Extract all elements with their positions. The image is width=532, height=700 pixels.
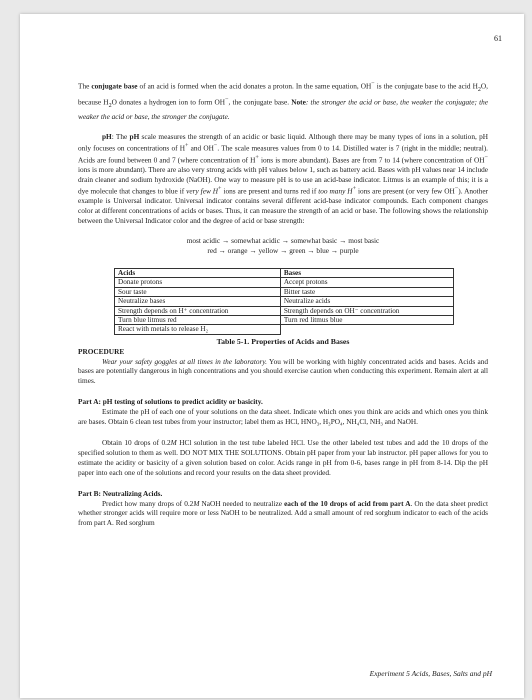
bases-header: Bases bbox=[280, 268, 453, 277]
document-page bbox=[20, 14, 524, 698]
color-scale-line: red → orange → yellow → green → blue → purple bbox=[207, 245, 359, 255]
properties-table bbox=[114, 268, 454, 335]
table-caption: Table 5-1. Properties of Acids and Bases bbox=[216, 336, 350, 346]
note-label: Note bbox=[291, 97, 306, 107]
page-content bbox=[78, 80, 488, 528]
part-b-heading: Part B: Neutralizing Acids. bbox=[78, 488, 163, 498]
safety-paragraph: Wear your safety goggles at all times in the laboratory. You will be working with highly concentrated acids and bases. Acids and bases are potentially dangerous in high concentrations and you should exercise caution when conducting this experiment. Remain alert at all times. bbox=[78, 356, 488, 386]
ph-paragraph: pH: The pH scale measures the strength of an acidic or basic liquid. Although there may be many types of ions in a solution, pH only focuses on concentrations of H+ and OH−. The scale measures values from 0 to 14. Distilled water is 7 (right in the middle; neutral). Acids are found between 0 and 7 (where concentration of H+ ions is more abundant). Bases are from 7 to 14 (where concentration of OH− ions is more abundant). There are also very strong acids with pH values below 1, such as battery acid. Bases with pH values near 14 include drain cleaner and sodium hydroxide (NaOH). One way to measure pH is to use an acid-base indicator. Litmus is an example of this; it is a dye molecule that changes to blue if very few H+ ions are present and turns red if too many H+ ions are present (or very few OH−). Another example is Universal indicator. Universal indicator contains several different acid-base indicator compounds. Each component changes color at different concentrations of acids or bases. Thus, it can measure the strength of an acid or base. The following shows the relationship between the Universal Indicator color and the degree of acid or base strength: bbox=[78, 132, 489, 225]
table-row: Strength depends on H⁺ concentration Strength depends on OH⁻ concentration bbox=[115, 306, 454, 315]
acids-header: Acids bbox=[115, 268, 281, 277]
part-a-heading: Part A: pH testing of solutions to predict acidity or basicity. bbox=[78, 397, 263, 407]
procedure-heading: PROCEDURE bbox=[78, 346, 125, 356]
indicator-scale bbox=[78, 236, 488, 256]
conjugate-base-paragraph: The conjugate base of an acid is formed when the acid donates a proton. In the same equation, OH− is the conjugate base to the acid $H_2O$, because $H_2O$ donates a hydrogen ion to form OH−, the conjugate base. Note: the stronger the acid or base, the weaker the conjugate; the weaker the acid or base, the stronger the conjugate. bbox=[78, 81, 488, 121]
acidity-scale-line: most acidic → somewhat acidic → somewhat basic → most basic bbox=[186, 235, 380, 245]
table-row: Sour taste Bitter taste bbox=[115, 287, 454, 296]
part-b-paragraph: Predict how many drops of 0.2M NaOH needed to neutralize each of the 10 drops of acid from part A. On the data sheet predict whether stronger acids will require more or less NaOH to be neutralized. Add a small amount of red sorghum indicator to each of the acids from part A. Red sorghum bbox=[78, 498, 488, 528]
table-row: React with metals to release H₂ bbox=[115, 325, 454, 334]
page-footer: Experiment 5 Acids, Bases, Salts and pH bbox=[369, 669, 492, 678]
table-row: Neutralize bases Neutralize acids bbox=[115, 297, 454, 306]
table-row: Donate protons Accept protons bbox=[115, 278, 454, 287]
table-row: Turn blue litmus red Turn red litmus blue bbox=[115, 315, 454, 324]
part-a-paragraph-1: Estimate the pH of each one of your solutions on the data sheet. Indicate which ones you think are acids and which ones you think are bases. Obtain 6 clean test tubes from your instructor; label them as HCl, HNO₃, H₃PO₄, NH₄Cl, NH₃ and NaOH. bbox=[78, 407, 488, 427]
part-a-paragraph-2: Obtain 10 drops of 0.2M HCl solution in the test tube labeled HCl. Use the other labeled test tubes and add the 10 drops of the specified solution to them as well. DO NOT MIX THE SOLUTIONS. Obtain pH paper from your lab instructor. pH paper allows for you to estimate the acidity or basicity of a given solution based on color. Acids range in pH from 0-6, bases range in pH from 8-14. Dip the pH paper into each one of the solutions and record your results on the data sheet provided. bbox=[78, 437, 488, 477]
page-number: 61 bbox=[494, 34, 502, 43]
